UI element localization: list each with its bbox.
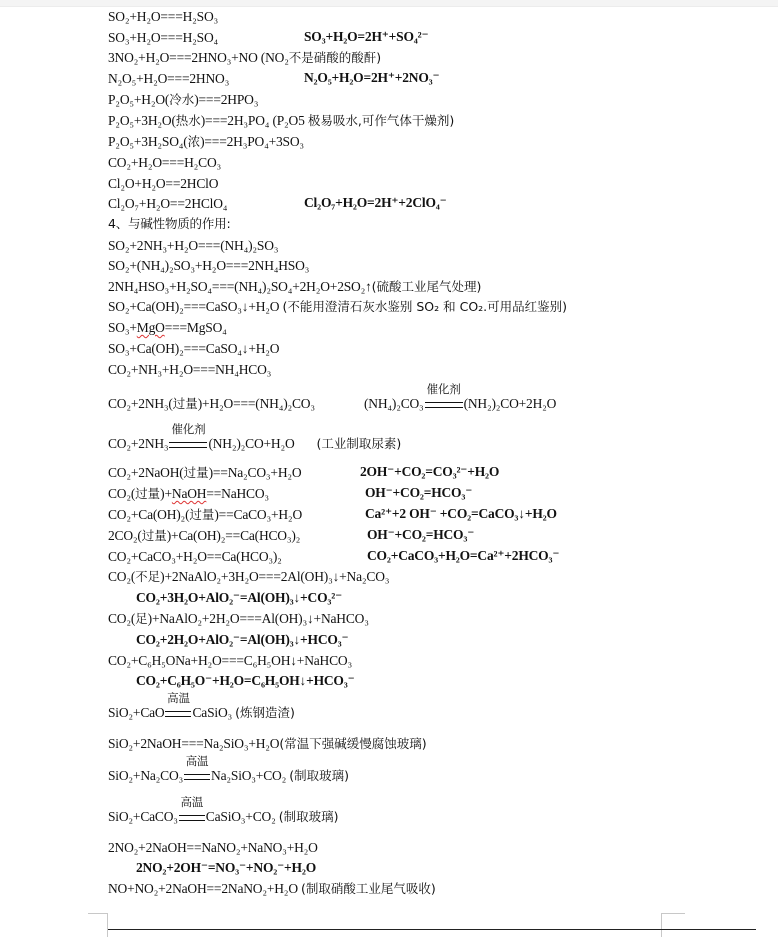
equation: )+ <box>160 486 172 501</box>
equation: )==CaCO₃+H₂O <box>214 507 302 522</box>
equation: 2NH₄HSO₃+H₂SO₄===(NH₄)₂SO₄+2H₂O+2SO₂↑ <box>108 279 372 294</box>
spellcheck-underlined-word[interactable]: MgO <box>136 320 165 335</box>
catalytic-equation <box>364 382 557 412</box>
equation-line <box>108 238 278 254</box>
condition-note: 热水 <box>175 113 201 128</box>
equation: CO₂+2NH₃( <box>108 396 173 411</box>
margin-crop-mark-right <box>661 913 685 937</box>
reaction-condition <box>184 754 210 784</box>
equation-note: (工业制取尿素) <box>316 436 402 451</box>
equation: P₂O₅+3H₂SO₄( <box>108 134 188 149</box>
equation: )+2NaAlO₂+3H₂O===2Al(OH)₃↓+Na₂CO₃ <box>160 569 390 584</box>
equation: NO+NO₂+2NaOH==2NaNO₂+H₂O <box>108 881 302 896</box>
equation-line <box>108 465 301 481</box>
ionic-equation: CO₂+2H₂O+AlO₂⁻=Al(OH)₃↓+HCO₃⁻ <box>136 632 349 647</box>
equation-lhs: SiO₂+Na₂CO₃ <box>108 768 184 783</box>
equation: SiO₂+2NaOH===Na₂SiO₃+H₂O <box>108 736 280 751</box>
catalytic-equation <box>108 422 402 452</box>
equation: CO₂+CaCO₃+H₂O==Ca(HCO₃)₂ <box>108 549 282 564</box>
ionic-equation: Ca²⁺+2 OH⁻ +CO₂=CaCO₃↓+H₂O <box>365 506 557 521</box>
equation-line <box>108 507 302 523</box>
equation: )+NaAlO₂+2H₂O===Al(OH)₃↓+NaHCO₃ <box>147 611 369 626</box>
reaction-condition <box>425 382 463 412</box>
equation-line <box>108 50 381 66</box>
equation: )+Ca(OH)₂==Ca(HCO₃)₂ <box>166 528 301 543</box>
equation-rhs: Na₂SiO₃+CO₂ <box>211 768 290 783</box>
equation-lhs: SiO₂+CaCO₃ <box>108 809 178 824</box>
equation-line <box>108 9 218 25</box>
reaction-condition <box>169 422 207 452</box>
spellcheck-underlined-word[interactable]: NaOH <box>171 486 207 501</box>
equation: 3NO₂+H₂O===2HNO₃+NO (NO₂ <box>108 50 289 65</box>
equation-line <box>108 486 269 502</box>
high-temp-equation <box>108 795 339 825</box>
equals-bar <box>169 442 207 448</box>
equation: P₂O₅+3H₂O( <box>108 113 176 128</box>
equation-note: (常温下强碱缓慢腐蚀玻璃) <box>279 736 427 751</box>
equation: )==Na₂CO₃+H₂O <box>208 465 302 480</box>
equation-line <box>108 341 279 357</box>
equation: SO₂+Ca(OH)₂===CaSO₃↓+H₂O <box>108 299 283 314</box>
footer-rule <box>108 929 756 930</box>
equals-bar <box>165 711 191 717</box>
equation-rhs: (NH₂)₂CO+2H₂O <box>463 396 557 411</box>
equation-rhs: (NH₂)₂CO+H₂O <box>208 436 295 451</box>
equation-line <box>108 134 304 150</box>
equation: CO₂+H₂O===H₂CO₃ <box>108 155 222 170</box>
margin-crop-mark-left <box>88 913 108 937</box>
equation-note: 不是硝酸的酸酐) <box>288 50 382 65</box>
equation: 2CO₂( <box>108 528 142 543</box>
equation-line <box>108 840 318 856</box>
equation: CO₂+C₆H₅ONa+H₂O===C₆H₅OH↓+NaHCO₃ <box>108 653 352 668</box>
equals-bar <box>184 774 210 780</box>
equation: CO₂( <box>108 611 136 626</box>
condition-note: 过量 <box>135 486 161 501</box>
equals-bar <box>425 402 463 408</box>
equation-note: (制取硝酸工业尾气吸收) <box>301 881 436 896</box>
high-temp-equation <box>108 691 295 721</box>
high-temperature-label: 高温 <box>185 754 209 768</box>
equation: )===2HPO₃ <box>194 92 259 107</box>
equals-bar <box>179 815 205 821</box>
equation: CO₂+2NaOH( <box>108 465 184 480</box>
equation-line <box>108 30 218 46</box>
equation-line <box>108 528 300 544</box>
ionic-equation: 2NO₂+2OH⁻=NO₃⁻+NO₂⁻+H₂O <box>136 860 316 875</box>
condition-note: 过量 <box>141 528 167 543</box>
equation-line <box>108 611 369 627</box>
section-heading: 4、与碱性物质的作用: <box>108 216 231 231</box>
equation: N₂O₅+H₂O===2HNO₃ <box>108 71 230 86</box>
reaction-condition <box>179 795 205 825</box>
equation-lhs: CO₂+2NH₃ <box>108 436 169 451</box>
equation-line <box>108 155 221 171</box>
equation: )===2H₃PO₄ (P₂O5 <box>200 113 308 128</box>
high-temperature-label: 高温 <box>180 795 204 809</box>
equation-note: (不能用澄清石灰水鉴别 SO₂ 和 CO₂.可用品红鉴别) <box>282 299 568 314</box>
equation: SO₃+ <box>108 320 137 335</box>
condition-note: 不足 <box>135 569 161 584</box>
ionic-equation: 2OH⁻+CO₂=CO₃²⁻+H₂O <box>360 464 500 479</box>
equation-lhs: SiO₂+CaO <box>108 705 165 720</box>
equation: CO₂( <box>108 569 136 584</box>
equation-note: (炼钢造渣) <box>235 705 295 720</box>
condition-note: 过量 <box>189 507 215 522</box>
condition-note: 冷水 <box>169 92 195 107</box>
equation: Cl₂O+H₂O==2HClO <box>108 176 219 191</box>
equation: SO₃+Ca(OH)₂===CaSO₄↓+H₂O <box>108 341 280 356</box>
equation: SO₂+2NH₃+H₂O===(NH₄)₂SO₃ <box>108 238 279 253</box>
equation: SO₃+H₂O===H₂SO₄ <box>108 30 219 45</box>
catalyst-label: 催化剂 <box>426 382 461 396</box>
ionic-equation: N₂O₅+H₂O=2H⁺+2NO₃⁻ <box>304 70 440 85</box>
equation: SO₂+H₂O===H₂SO₃ <box>108 9 219 24</box>
equation-line <box>108 736 427 752</box>
equation-line <box>108 320 227 336</box>
equation-line <box>108 881 436 897</box>
equation: ==NaHCO₃ <box>206 486 269 501</box>
high-temperature-label: 高温 <box>167 691 190 705</box>
ionic-equation: OH⁻+CO₂=HCO₃⁻ <box>367 527 475 542</box>
high-temp-equation <box>108 754 350 784</box>
equation-line <box>108 176 218 192</box>
equation-line <box>108 196 227 212</box>
condition-note: 过量 <box>172 396 198 411</box>
equation: ===MgSO₄ <box>164 320 227 335</box>
equation-rhs: CaSiO₃+CO₂ <box>205 809 279 824</box>
condition-note: 过量 <box>183 465 209 480</box>
equation-line <box>108 92 258 108</box>
equation: CO₂+NH₃+H₂O===NH₄HCO₃ <box>108 362 272 377</box>
ionic-equation: CO₂+3H₂O+AlO₂⁻=Al(OH)₃↓+CO₃²⁻ <box>136 590 343 605</box>
equation-line <box>108 299 567 315</box>
equation-line <box>108 549 282 565</box>
ionic-equation: SO₃+H₂O=2H⁺+SO₄²⁻ <box>304 29 429 44</box>
equation: CO₂( <box>108 486 136 501</box>
equation: CO₂+Ca(OH)₂( <box>108 507 190 522</box>
equation: Cl₂O₇+H₂O==2HClO₄ <box>108 196 228 211</box>
equation-line <box>108 362 271 378</box>
equation-note: (制取玻璃) <box>289 768 350 783</box>
equation-line <box>108 258 309 274</box>
catalyst-label: 催化剂 <box>171 422 206 436</box>
ionic-equation: Cl₂O₇+H₂O=2H⁺+2ClO₄⁻ <box>304 195 447 210</box>
condition-note: 浓 <box>187 134 201 149</box>
equation: SO₂+(NH₄)₂SO₃+H₂O===2NH₄HSO₃ <box>108 258 310 273</box>
equation: P₂O₅+H₂O( <box>108 92 170 107</box>
equation-line <box>108 653 352 669</box>
ionic-equation: OH⁻+CO₂=HCO₃⁻ <box>365 485 473 500</box>
equation: 2NO₂+2NaOH==NaNO₂+NaNO₃+H₂O <box>108 840 318 855</box>
equation-note: 极易吸水,可作气体干燥剂) <box>307 113 455 128</box>
equation: )===2H₃PO₄+3SO₃ <box>200 134 304 149</box>
condition-note: 足 <box>135 611 148 626</box>
reaction-condition <box>165 691 191 721</box>
equation-note: (硫酸工业尾气处理) <box>371 279 482 294</box>
equation-line <box>108 113 454 129</box>
ionic-equation: CO₂+C₆H₅O⁻+H₂O=C₆H₅OH↓+HCO₃⁻ <box>136 673 355 688</box>
equation-note: (制取玻璃) <box>278 809 339 824</box>
equation-line <box>108 71 229 87</box>
equation-rhs: CaSiO₃ <box>192 705 236 720</box>
equation-lhs: (NH₄)₂CO₃ <box>364 396 424 411</box>
equation: )+H₂O===(NH₄)₂CO₃ <box>197 396 315 411</box>
equation-line <box>108 396 315 412</box>
equation-line <box>108 279 481 295</box>
ionic-equation: CO₂+CaCO₃+H₂O=Ca²⁺+2HCO₃⁻ <box>367 548 560 563</box>
equation-line <box>108 569 389 585</box>
